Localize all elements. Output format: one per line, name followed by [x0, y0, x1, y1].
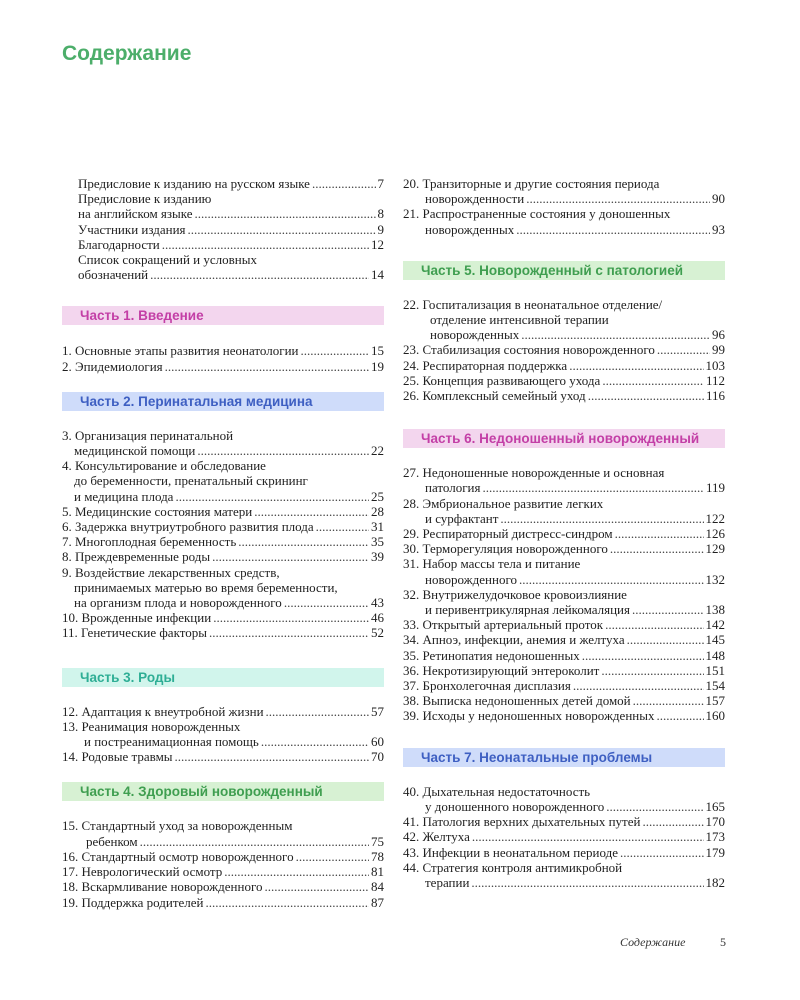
toc-entry[interactable] — [62, 895, 384, 910]
toc-page-number: 43 — [371, 595, 384, 611]
toc-entry-title: 35. Ретинопатия недоношенных — [403, 647, 580, 663]
toc-page-number: 119 — [705, 480, 725, 496]
toc-entry-title: 22. Госпитализация в неонатальное отделение/ — [403, 296, 663, 312]
toc-entry-title: 21. Распространенные состояния у доношенных — [403, 206, 671, 222]
toc-entry-title: 1. Основные этапы развития неонатологии — [62, 343, 299, 359]
toc-page-number: 81 — [371, 864, 384, 880]
spacer — [403, 237, 725, 261]
dot-leader — [284, 595, 369, 610]
toc-entry[interactable] — [62, 719, 384, 749]
dot-leader — [606, 799, 703, 814]
toc-entry-title: на организм плода и новорожденного — [74, 595, 282, 611]
page-number: 5 — [720, 935, 726, 949]
toc-entry-title: 10. Врожденные инфекции — [62, 610, 212, 626]
toc-entry[interactable] — [403, 860, 725, 890]
dot-leader — [209, 625, 369, 640]
dot-leader — [657, 342, 710, 357]
dot-leader — [175, 749, 369, 764]
toc-entry-title: медицинской помощи — [74, 443, 196, 459]
spacer — [403, 280, 725, 297]
toc-page-number: 57 — [371, 703, 384, 719]
toc-entry-title: 14. Родовые травмы — [62, 749, 173, 765]
toc-entry-title: 16. Стандартный осмотр новорожденного — [62, 848, 294, 864]
toc-entry-title: 19. Поддержка родителей — [62, 894, 204, 910]
toc-entry-title: 33. Открытый артериальный проток — [403, 617, 604, 633]
toc-page-number: 151 — [705, 662, 725, 678]
toc-entry-title: 41. Патология верхних дыхательных путей — [403, 814, 641, 830]
toc-page-number: 28 — [371, 503, 384, 519]
dot-leader — [656, 708, 703, 723]
toc-page-number: 75 — [371, 833, 384, 849]
toc-page-number: 78 — [371, 848, 384, 864]
dot-leader — [300, 343, 369, 358]
toc-entry-title: 30. Терморегуляция новорожденного — [403, 541, 608, 557]
dot-leader — [633, 693, 704, 708]
toc-entry-title: отделение интенсивной терапии — [430, 312, 609, 328]
spacer — [403, 724, 725, 748]
toc-entry-title: 17. Неврологический осмотр — [62, 864, 223, 880]
toc-entry-title: 11. Генетические факторы — [62, 625, 207, 641]
part-heading: Часть 7. Неонатальные проблемы — [403, 748, 725, 767]
spacer — [403, 403, 725, 429]
toc-entry[interactable] — [62, 549, 384, 564]
dot-leader — [642, 814, 703, 829]
toc-entry-title: 15. Стандартный уход за новорожденным — [62, 818, 293, 834]
dot-leader — [627, 632, 704, 647]
toc-entry[interactable] — [403, 663, 725, 678]
toc-entry-title: новорожденного — [425, 571, 517, 587]
toc-page-number: 129 — [705, 541, 725, 557]
toc-entry[interactable] — [403, 708, 725, 723]
spacer — [62, 764, 384, 782]
dot-leader — [312, 176, 376, 191]
toc-entry[interactable] — [403, 814, 725, 829]
toc-entry[interactable] — [403, 541, 725, 556]
dot-leader — [582, 648, 704, 663]
dot-leader — [316, 519, 369, 534]
dot-leader — [261, 734, 369, 749]
toc-entry-title: 23. Стабилизация состояния новорожденного — [403, 342, 655, 358]
spacer — [62, 687, 384, 704]
toc-page-number: 12 — [371, 236, 384, 252]
dot-leader — [150, 267, 369, 282]
toc-entry[interactable] — [403, 342, 725, 357]
toc-entry-title: 2. Эпидемиология — [62, 358, 163, 374]
toc-entry-title: 24. Респираторная поддержка — [403, 357, 568, 373]
toc-entry-title: у доношенного новорожденного — [425, 798, 605, 814]
toc-entry-title: 20. Транзиторные и другие состояния периода — [403, 176, 660, 191]
toc-entry[interactable] — [62, 749, 384, 764]
toc-entry-title: 4. Консультирование и обследование — [62, 458, 266, 474]
toc-page-number: 99 — [712, 342, 725, 358]
toc-entry-title: до беременности, пренатальный скрининг — [74, 473, 308, 489]
part-heading: Часть 5. Новорожденный с патологией — [403, 261, 725, 280]
toc-entry[interactable] — [62, 458, 384, 504]
toc-entry[interactable] — [62, 176, 384, 191]
toc-entry[interactable] — [62, 625, 384, 640]
dot-leader — [195, 206, 376, 221]
toc-page-number: 157 — [705, 693, 725, 709]
toc-page-number: 96 — [712, 327, 725, 343]
toc-entry[interactable] — [403, 617, 725, 632]
toc-entry[interactable] — [403, 206, 725, 236]
toc-entry-title: обозначений — [78, 267, 149, 283]
toc-entry-title: 40. Дыхательная недостаточность — [403, 783, 591, 799]
toc-entry[interactable] — [62, 565, 384, 611]
toc-page-number: 14 — [371, 267, 384, 283]
toc-entry-title: 38. Выписка недоношенных детей домой — [403, 693, 631, 709]
toc-entry-title: 43. Инфекции в неонатальном периоде — [403, 844, 619, 860]
toc-entry[interactable] — [403, 526, 725, 541]
toc-entry-title: на английском языке — [78, 206, 193, 222]
toc-entry-title: патология — [425, 480, 481, 496]
toc-entry-title: 13. Реанимация новорожденных — [62, 718, 241, 734]
toc-entry[interactable] — [62, 534, 384, 549]
toc-page-number: 7 — [377, 176, 384, 191]
toc-entry[interactable] — [403, 496, 725, 526]
dot-leader — [224, 864, 369, 879]
toc-entry[interactable] — [403, 678, 725, 693]
toc-entry-title: терапии — [425, 874, 470, 890]
toc-entry-title: 44. Стратегия контроля антимикробной — [403, 859, 623, 875]
toc-entry[interactable] — [62, 704, 384, 719]
spacer — [62, 282, 384, 306]
toc-page-number: 35 — [371, 534, 384, 550]
toc-entry-title: 32. Внутрижелудочковое кровоизлияние — [403, 586, 627, 602]
toc-entry-title: Участники издания — [78, 221, 186, 237]
dot-leader — [197, 443, 369, 458]
toc-page-number: 142 — [705, 617, 725, 633]
dot-leader — [471, 875, 703, 890]
spacer — [403, 448, 725, 465]
toc-page-number: 87 — [371, 894, 384, 910]
dot-leader — [483, 480, 704, 495]
toc-entry-title: 34. Апноэ, инфекции, анемия и желтуха — [403, 632, 625, 648]
toc-entry[interactable] — [62, 818, 384, 848]
toc-page-number: 70 — [371, 749, 384, 765]
toc-entry-title: 37. Бронхолегочная дисплазия — [403, 678, 571, 694]
dot-leader — [175, 489, 369, 504]
dot-leader — [573, 678, 704, 693]
toc-entry-title: 7. Многоплодная беременность — [62, 534, 237, 550]
toc-entry[interactable] — [403, 388, 725, 403]
part-heading: Часть 6. Недоношенный новорожденный — [403, 429, 725, 448]
dot-leader — [519, 572, 704, 587]
spacer — [62, 325, 384, 343]
toc-page-number: 145 — [705, 632, 725, 648]
toc-page-number: 165 — [705, 798, 725, 814]
toc-page-number: 122 — [705, 510, 725, 526]
toc-page-number: 103 — [705, 357, 725, 373]
dot-leader — [165, 359, 369, 374]
toc-entry[interactable] — [403, 648, 725, 663]
part-heading: Часть 2. Перинатальная медицина — [62, 392, 384, 411]
toc-page-number: 46 — [371, 610, 384, 626]
toc-entry[interactable] — [62, 519, 384, 534]
dot-leader — [264, 879, 369, 894]
toc-entry[interactable] — [403, 829, 725, 844]
toc-page-number: 22 — [371, 443, 384, 459]
dot-leader — [162, 237, 369, 252]
toc-entry-title: 6. Задержка внутриутробного развития плода — [62, 519, 314, 535]
part-heading: Часть 1. Введение — [62, 306, 384, 325]
toc-entry-title: 29. Респираторный дистресс-синдром — [403, 526, 613, 542]
toc-entry[interactable] — [403, 358, 725, 373]
toc-page-number: 173 — [705, 829, 725, 845]
page-title: Содержание — [62, 42, 192, 65]
spacer — [403, 767, 725, 784]
toc-entry[interactable] — [62, 359, 384, 374]
dot-leader — [500, 511, 703, 526]
toc-entry[interactable] — [62, 343, 384, 358]
toc-entry-title: Предисловие к изданию на русском языке — [78, 176, 310, 191]
toc-entry[interactable] — [403, 297, 725, 343]
dot-leader — [632, 602, 704, 617]
toc-entry-title: новорожденных — [425, 221, 515, 237]
toc-page-number: 112 — [705, 372, 725, 388]
toc-entry-title: 12. Адаптация к внеутробной жизни — [62, 703, 264, 719]
toc-entry[interactable] — [403, 176, 725, 206]
toc-entry-title: 28. Эмбриональное развитие легких — [403, 495, 604, 511]
spacer — [62, 411, 384, 428]
spacer — [62, 641, 384, 668]
toc-entry-title: 8. Преждевременные роды — [62, 549, 211, 565]
toc-column-right — [403, 176, 725, 890]
part-heading: Часть 4. Здоровый новорожденный — [62, 782, 384, 801]
toc-page-number: 170 — [705, 814, 725, 830]
toc-entry[interactable] — [62, 222, 384, 237]
toc-entry[interactable] — [62, 237, 384, 252]
toc-entry-title: ребенком — [86, 833, 138, 849]
toc-entry-title: 9. Воздействие лекарственных средств, — [62, 564, 280, 580]
dot-leader — [588, 388, 704, 403]
toc-page-number: 60 — [371, 734, 384, 750]
dot-leader — [212, 549, 369, 564]
toc-entry[interactable] — [403, 845, 725, 860]
dot-leader — [615, 526, 704, 541]
toc-entry[interactable] — [403, 784, 725, 814]
toc-entry[interactable] — [403, 587, 725, 617]
dot-leader — [206, 895, 370, 910]
part-heading: Часть 3. Роды — [62, 668, 384, 687]
dot-leader — [213, 610, 369, 625]
toc-page-number: 93 — [712, 221, 725, 237]
toc-entry-title: и медицина плода — [74, 488, 174, 504]
toc-entry-title: Список сокращений и условных — [78, 252, 257, 268]
spacer — [62, 801, 384, 818]
toc-entry-title: и перивентрикулярная лейкомаляция — [425, 602, 630, 618]
running-footer: Содержание — [620, 935, 686, 949]
toc-entry[interactable] — [62, 428, 384, 458]
toc-entry[interactable] — [62, 252, 384, 282]
dot-leader — [140, 834, 369, 849]
dot-leader — [521, 327, 710, 342]
toc-page-number: 25 — [371, 488, 384, 504]
dot-leader — [188, 222, 376, 237]
toc-entry[interactable] — [403, 632, 725, 647]
dot-leader — [516, 222, 710, 237]
toc-page-number: 8 — [377, 206, 384, 222]
toc-column-left — [62, 176, 384, 910]
dot-leader — [296, 849, 369, 864]
toc-entry-title: 27. Недоношенные новорожденные и основная — [403, 465, 665, 481]
dot-leader — [526, 191, 710, 206]
toc-entry[interactable] — [62, 849, 384, 864]
toc-entry-title: 5. Медицинские состояния матери — [62, 503, 253, 519]
toc-entry[interactable] — [62, 504, 384, 519]
toc-entry-title: 36. Некротизирующий энтероколит — [403, 662, 600, 678]
toc-page-number: 148 — [705, 647, 725, 663]
dot-leader — [610, 541, 704, 556]
toc-page-number: 182 — [705, 874, 725, 890]
spacer — [62, 374, 384, 392]
toc-entry[interactable] — [62, 610, 384, 625]
toc-page-number: 154 — [705, 678, 725, 694]
toc-entry-title: 25. Концепция развивающего ухода — [403, 372, 601, 388]
dot-leader — [238, 534, 369, 549]
toc-entry-title: 42. Желтуха — [403, 829, 470, 845]
dot-leader — [601, 663, 703, 678]
dot-leader — [605, 617, 703, 632]
toc-entry[interactable] — [62, 191, 384, 221]
toc-page-number: 15 — [371, 343, 384, 359]
toc-entry-title: Благодарности — [78, 236, 160, 252]
toc-entry-title: 3. Организация перинатальной — [62, 427, 234, 443]
dot-leader — [569, 358, 703, 373]
toc-page-number: 90 — [712, 191, 725, 207]
toc-entry-title: новорожденности — [425, 191, 525, 207]
toc-entry[interactable] — [62, 879, 384, 894]
toc-page-number: 19 — [371, 358, 384, 374]
toc-page-number: 138 — [705, 602, 725, 618]
toc-page-number: 52 — [371, 625, 384, 641]
toc-entry-title: Предисловие к изданию — [78, 191, 212, 207]
dot-leader — [602, 373, 704, 388]
toc-page-number: 126 — [705, 526, 725, 542]
toc-page-number: 39 — [371, 549, 384, 565]
dot-leader — [620, 845, 703, 860]
toc-entry[interactable] — [62, 864, 384, 879]
toc-entry-title: и постреанимационная помощь — [84, 734, 259, 750]
toc-entry-title: 26. Комплексный семейный уход — [403, 388, 586, 404]
dot-leader — [472, 829, 704, 844]
toc-entry-title: принимаемых матерью во время беременности, — [74, 579, 338, 595]
toc-entry[interactable] — [403, 693, 725, 708]
toc-page-number: 84 — [371, 879, 384, 895]
toc-entry-title: новорожденных — [430, 327, 520, 343]
toc-entry[interactable] — [403, 373, 725, 388]
toc-entry-title: 18. Вскармливание новорожденного — [62, 879, 263, 895]
toc-page-number: 132 — [705, 571, 725, 587]
dot-leader — [254, 504, 369, 519]
toc-entry-title: 39. Исходы у недоношенных новорожденных — [403, 708, 655, 724]
toc-entry[interactable] — [403, 465, 725, 495]
toc-page-number: 179 — [705, 844, 725, 860]
toc-page-number: 31 — [371, 519, 384, 535]
toc-page-number: 116 — [705, 388, 725, 404]
dot-leader — [266, 704, 369, 719]
toc-entry-title: 31. Набор массы тела и питание — [403, 556, 581, 572]
toc-entry-title: и сурфактант — [425, 510, 499, 526]
toc-page-number: 9 — [377, 221, 384, 237]
toc-page-number: 160 — [705, 708, 725, 724]
toc-entry[interactable] — [403, 556, 725, 586]
